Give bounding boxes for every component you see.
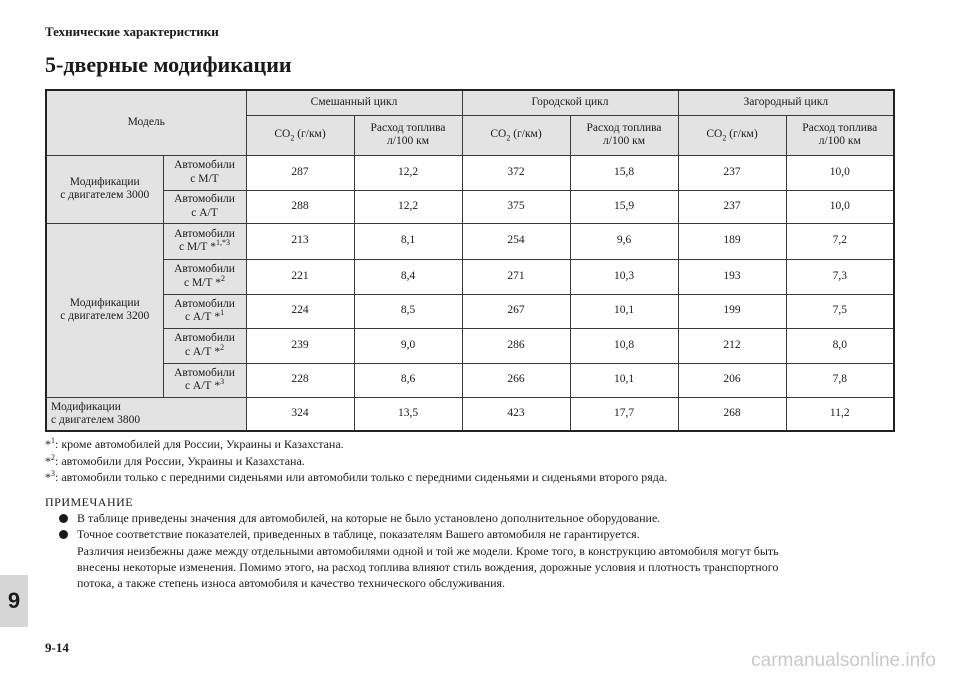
table-row <box>46 397 894 431</box>
running-title: Технические характеристики <box>45 24 219 39</box>
variant-label: Автомобили с А/Т *$^3$ <box>163 363 246 397</box>
cell: 12,2 <box>354 190 462 223</box>
engine-group-label: Модификации с двигателем 3800 <box>46 397 246 431</box>
footnote: *$^1$: кроме автомобилей для России, Украины и Казахстана. <box>45 436 344 451</box>
cell: 7,5 <box>786 294 894 328</box>
cell: 228 <box>246 363 354 397</box>
variant-label: Автомобили с М/Т <box>163 155 246 190</box>
table-row <box>46 294 894 328</box>
cell: 7,2 <box>786 223 894 259</box>
cycle-header-urban: Городской цикл <box>462 90 678 115</box>
co2-header: $CO_2$ (г/км) <box>246 115 354 155</box>
cell: 7,3 <box>786 259 894 294</box>
cell: 8,1 <box>354 223 462 259</box>
cell: 12,2 <box>354 155 462 190</box>
cell: 268 <box>678 397 786 431</box>
footnotes <box>45 436 667 486</box>
fuel-header: Расход топлива л/100 км <box>786 115 894 155</box>
cell: 288 <box>246 190 354 223</box>
cell: 206 <box>678 363 786 397</box>
footnote: *$^2$: автомобили для России, Украины и Казахстана. <box>45 452 305 468</box>
cell: 324 <box>246 397 354 431</box>
variant-label: Автомобили с М/Т *$^2$ <box>163 259 246 294</box>
co2-header: $CO_2$ (г/км) <box>678 115 786 155</box>
cell: 372 <box>462 155 570 190</box>
engine-group-label: Модификации с двигателем 3200 <box>46 223 163 397</box>
cell: 193 <box>678 259 786 294</box>
cell: 287 <box>246 155 354 190</box>
cell: 286 <box>462 328 570 363</box>
variant-label: Автомобили с М/Т *$^{1,*3}$ <box>163 223 246 259</box>
cell: 213 <box>246 223 354 259</box>
table-row <box>46 155 894 190</box>
cell: 10,1 <box>570 363 678 397</box>
chapter-tab: 9 <box>0 575 28 627</box>
cell: 9,0 <box>354 328 462 363</box>
note-block <box>45 494 905 591</box>
note-heading: ПРИМЕЧАНИЕ <box>45 495 134 509</box>
cell: 237 <box>678 155 786 190</box>
cell: 239 <box>246 328 354 363</box>
cell: 266 <box>462 363 570 397</box>
fuel-header: Расход топлива л/100 км <box>570 115 678 155</box>
cell: 8,6 <box>354 363 462 397</box>
cell: 254 <box>462 223 570 259</box>
cell: 237 <box>678 190 786 223</box>
cell: 10,0 <box>786 190 894 223</box>
cell: 9,6 <box>570 223 678 259</box>
engine-group-label: Модификации с двигателем 3000 <box>46 155 163 223</box>
cell: 375 <box>462 190 570 223</box>
cell: 10,0 <box>786 155 894 190</box>
cell: 10,1 <box>570 294 678 328</box>
variant-label: Автомобили с А/Т *$^2$ <box>163 328 246 363</box>
cell: 10,3 <box>570 259 678 294</box>
co2-header: $CO_2$ (г/км) <box>462 115 570 155</box>
cell: 7,8 <box>786 363 894 397</box>
table-row <box>46 259 894 294</box>
note-bullet: Точное соответствие показателей, приведенных в таблице, показателям Вашего автомобиля не гарантируется. Различия неизбежны даже между отдельными автомобилями одной и той же модели. Кроме того, в конструкцию автомобиля могут быть внесены некоторые изменения. Помимо этого, на расход топлива влияют стиль вождения, дорожные условия и плотность транспортного потока, а также степень износа автомобиля и качество технического обслуживания. <box>45 526 905 591</box>
cell: 13,5 <box>354 397 462 431</box>
bullet-icon <box>59 530 68 539</box>
cycle-header-extra-urban: Загородный цикл <box>678 90 894 115</box>
variant-label: Автомобили с А/Т *$^1$ <box>163 294 246 328</box>
page-number: 9-14 <box>45 640 69 655</box>
cell: 15,9 <box>570 190 678 223</box>
cell: 199 <box>678 294 786 328</box>
variant-label: Автомобили с А/Т <box>163 190 246 223</box>
table-row <box>46 363 894 397</box>
cell: 267 <box>462 294 570 328</box>
cell: 8,0 <box>786 328 894 363</box>
cell: 15,8 <box>570 155 678 190</box>
cell: 212 <box>678 328 786 363</box>
note-bullet: В таблице приведены значения для автомобилей, на которые не было установлено дополнительное оборудование. <box>45 510 905 526</box>
footnote: *$^3$: автомобили только с передними сиденьями или автомобили только с передними сиденьями и сиденьями второго ряда. <box>45 469 668 484</box>
cell: 224 <box>246 294 354 328</box>
fuel-consumption-table <box>45 89 895 432</box>
cell: 271 <box>462 259 570 294</box>
watermark: carmanualsonline.info <box>751 650 936 671</box>
cell: 221 <box>246 259 354 294</box>
section-title: 5-дверные модификации <box>45 52 292 77</box>
fuel-header: Расход топлива л/100 км <box>354 115 462 155</box>
cell: 8,5 <box>354 294 462 328</box>
cell: 423 <box>462 397 570 431</box>
cell: 10,8 <box>570 328 678 363</box>
cell: 189 <box>678 223 786 259</box>
cell: 11,2 <box>786 397 894 431</box>
table-row <box>46 190 894 223</box>
bullet-icon <box>59 514 68 523</box>
table-row <box>46 223 894 259</box>
cell: 17,7 <box>570 397 678 431</box>
cell: 8,4 <box>354 259 462 294</box>
table-row <box>46 328 894 363</box>
model-header: Модель <box>46 90 246 155</box>
cycle-header-mixed: Смешанный цикл <box>246 90 462 115</box>
